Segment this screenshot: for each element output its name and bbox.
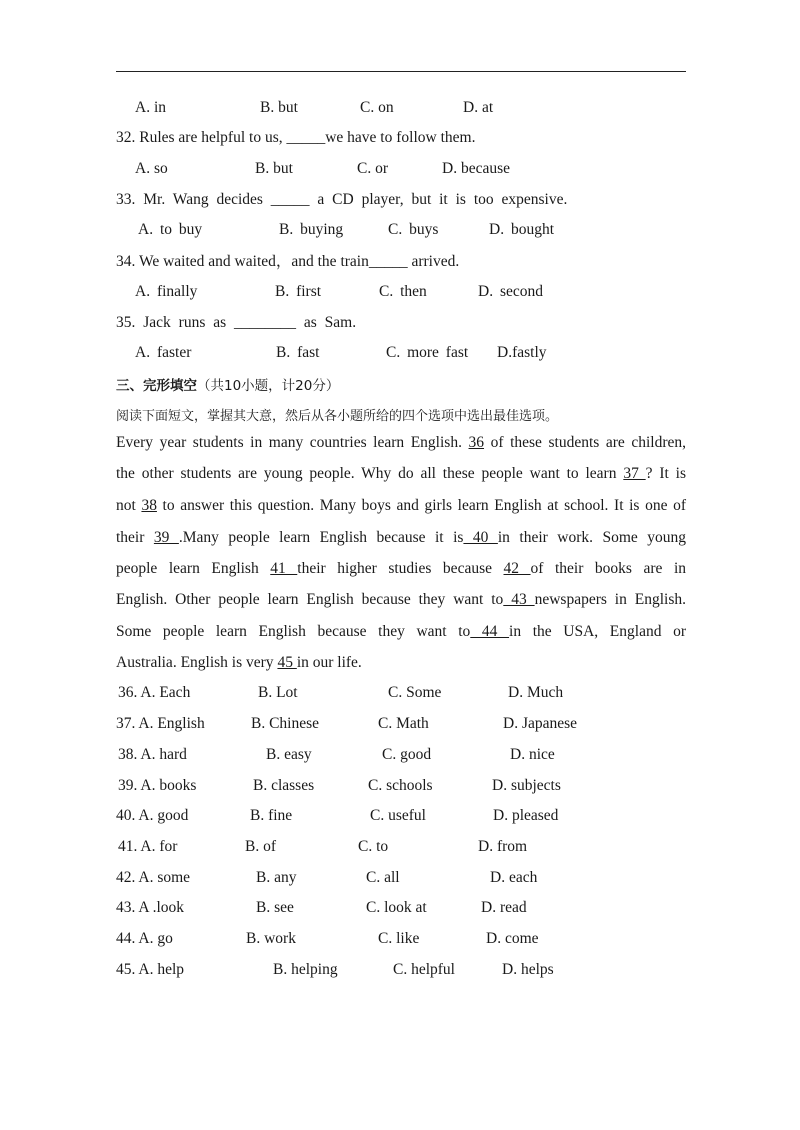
cloze-row-45 <box>0 960 800 980</box>
cloze-row-41 <box>0 837 800 857</box>
option-a: 45. A. help <box>116 961 185 978</box>
option-b: B. buying <box>279 221 344 238</box>
blank-42: 42 <box>503 560 531 577</box>
passage-line-1 <box>116 432 686 454</box>
option-c: C. more fast <box>386 344 469 361</box>
option-c: C. on <box>360 99 394 116</box>
option-a: 40. A. good <box>116 807 189 824</box>
passage-text: their higher studies because <box>297 560 504 577</box>
option-a: A. to buy <box>138 221 203 238</box>
section-instruction: 阅读下面短文，掌握其大意，然后从各小题所给的四个选项中选出最佳选项。 <box>116 409 559 424</box>
option-b: B. any <box>256 869 297 886</box>
option-a: 36. A. Each <box>118 684 191 701</box>
option-a: 37. A. English <box>116 715 205 732</box>
passage-text: newspapers in English. <box>534 591 686 608</box>
option-a: 39. A. books <box>118 777 197 794</box>
option-d: D. from <box>478 838 528 855</box>
blank-39: 39 <box>153 529 179 546</box>
passage-line-3 <box>116 495 686 517</box>
option-b: B. of <box>245 838 276 855</box>
option-b: B. but <box>260 99 298 116</box>
option-c: C. Some <box>388 684 442 701</box>
passage-text: ? It is <box>645 465 687 482</box>
question-stem: 33. Mr. Wang decides _____ a CD player, but it is too expensive. <box>116 191 568 208</box>
passage-text: of these students are children, <box>484 434 686 451</box>
section-title: 三、完形填空 <box>116 378 197 394</box>
option-b: B. Lot <box>258 684 298 701</box>
option-c: C. to <box>358 838 389 855</box>
passage-text: in their work. Some young <box>497 529 687 546</box>
option-d: D. read <box>481 899 527 916</box>
option-d: D.fastly <box>497 344 547 361</box>
passage-text: Australia. English is very <box>116 654 278 671</box>
passage-line-6 <box>116 589 686 611</box>
option-d: D. each <box>490 869 538 886</box>
blank-38: 38 <box>141 497 157 514</box>
q33-options <box>0 220 800 240</box>
cloze-row-36 <box>0 683 800 703</box>
option-a: A. finally <box>135 283 198 300</box>
question-stem: 34. We waited and waited，and the train_____ arrived. <box>116 253 460 270</box>
cloze-row-43 <box>0 898 800 918</box>
option-c: C. good <box>382 746 432 763</box>
option-c: C. Math <box>378 715 429 732</box>
option-a: 38. A. hard <box>118 746 187 763</box>
option-c: C. look at <box>366 899 427 916</box>
passage-line-8 <box>116 652 362 674</box>
cloze-row-38 <box>0 745 800 765</box>
option-d: D. because <box>442 160 510 177</box>
passage-text: English. Other people learn English because they want to <box>116 591 504 608</box>
option-d: D. Much <box>508 684 564 701</box>
passage-line-5 <box>116 558 686 580</box>
option-b: B. easy <box>266 746 312 763</box>
cloze-row-44 <box>0 929 800 949</box>
option-d: D. Japanese <box>503 715 578 732</box>
option-c: C. all <box>366 869 400 886</box>
blank-41: 41 <box>270 560 298 577</box>
option-d: D. come <box>486 930 539 947</box>
option-a: 43. A .look <box>116 899 185 916</box>
option-a: A. in <box>135 99 166 116</box>
option-b: B. helping <box>273 961 338 978</box>
option-d: D. bought <box>489 221 554 238</box>
cloze-row-40 <box>0 806 800 826</box>
option-d: D. pleased <box>493 807 559 824</box>
passage-text: .Many people learn English because it is <box>178 529 464 546</box>
option-b: B. first <box>275 283 322 300</box>
option-a: A. so <box>135 160 168 177</box>
passage-text: the other students are young people. Why do all these people want to learn <box>116 465 624 482</box>
option-c: C. schools <box>368 777 433 794</box>
passage-text: to answer this question. Many boys and girls learn English at school. It is one of <box>156 497 687 514</box>
option-b: B. classes <box>253 777 315 794</box>
question-stem: 35. Jack runs as ________ as Sam. <box>116 314 357 331</box>
option-d: D. subjects <box>492 777 561 794</box>
passage-text: people learn English <box>116 560 271 577</box>
option-c: C. useful <box>370 807 426 824</box>
option-c: C. or <box>357 160 388 177</box>
option-b: B. work <box>246 930 296 947</box>
q31-options <box>0 98 800 118</box>
passage-text: Every year students in many countries learn English. <box>116 434 469 451</box>
option-a: A. faster <box>135 344 192 361</box>
passage-line-4 <box>116 527 686 549</box>
cloze-row-37 <box>0 714 800 734</box>
question-stem: 32. Rules are helpful to us, _____we have to follow them. <box>116 129 476 146</box>
passage-line-7 <box>116 621 686 643</box>
option-d: D. helps <box>502 961 554 978</box>
option-b: B. see <box>256 899 294 916</box>
cloze-row-39 <box>0 776 800 796</box>
option-b: B. but <box>255 160 293 177</box>
option-d: D. nice <box>510 746 555 763</box>
section-heading <box>116 374 339 394</box>
passage-text: in the USA, England or <box>509 623 686 640</box>
option-d: D. at <box>463 99 494 116</box>
blank-44: 44 <box>470 623 510 640</box>
blank-36: 36 <box>468 434 485 451</box>
option-c: C. like <box>378 930 420 947</box>
passage-line-2 <box>116 463 686 485</box>
passage-text: Some people learn English because they want to <box>116 623 471 640</box>
option-a: 42. A. some <box>116 869 191 886</box>
passage-text: their <box>116 529 154 546</box>
blank-43: 43 <box>503 591 535 608</box>
q35-options <box>0 343 800 363</box>
option-b: B. Chinese <box>251 715 320 732</box>
q34-options <box>0 282 800 302</box>
option-b: B. fast <box>276 344 320 361</box>
option-a: 44. A. go <box>116 930 173 947</box>
section-meta: （共10小题，计20分） <box>197 378 340 394</box>
q32-options <box>0 159 800 179</box>
option-c: C. buys <box>388 221 439 238</box>
header-rule <box>116 71 686 72</box>
cloze-row-42 <box>0 868 800 888</box>
passage-text: of their books are in <box>530 560 686 577</box>
option-b: B. fine <box>250 807 293 824</box>
option-c: C. helpful <box>393 961 455 978</box>
option-c: C. then <box>379 283 427 300</box>
blank-37: 37 <box>623 465 646 482</box>
blank-45: 45 <box>277 654 297 671</box>
passage-text: in our life. <box>296 654 362 671</box>
blank-40: 40 <box>463 529 498 546</box>
passage-text: not <box>116 497 142 514</box>
option-a: 41. A. for <box>118 838 178 855</box>
option-d: D. second <box>478 283 543 300</box>
